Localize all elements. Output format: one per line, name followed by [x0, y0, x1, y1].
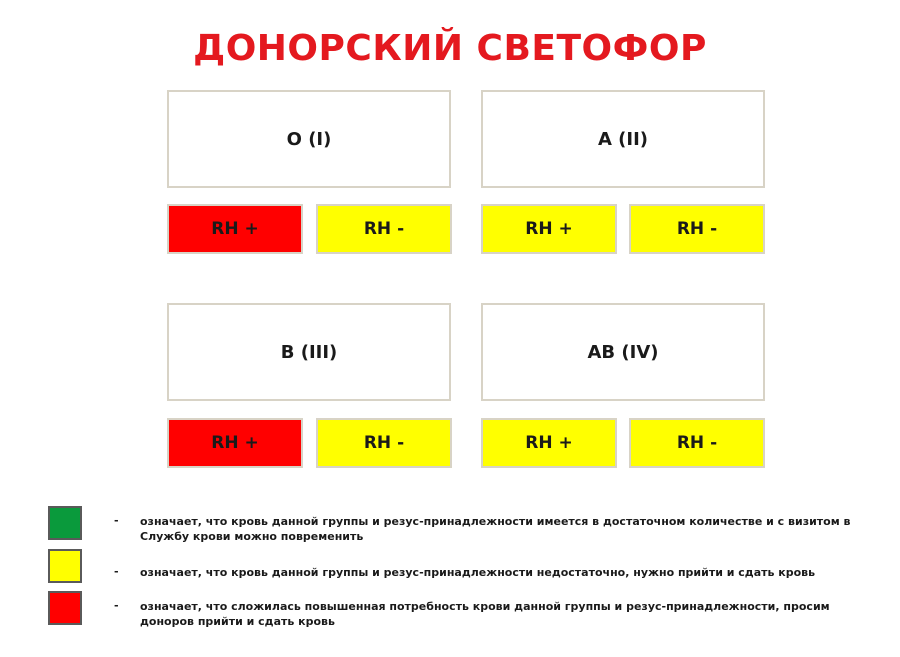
legend-text-red: означает, что сложилась повышенная потребность крови данной группы и резус-принадлежности, просим доноров прийти и сдать кровь — [140, 600, 830, 628]
blood-group-a — [481, 90, 765, 188]
rh-label: RH + — [211, 433, 259, 453]
legend-dash: - — [114, 599, 119, 612]
rh-label: RH - — [363, 219, 405, 239]
legend-text-green: означает, что кровь данной группы и резус-принадлежности имеется в достаточном количестве и с визитом в Службу крови можно повременить — [140, 515, 851, 543]
rh-positive-b — [167, 418, 303, 468]
legend-dash: - — [114, 514, 119, 527]
rh-label: RH - — [676, 433, 718, 453]
rh-label: RH - — [676, 219, 718, 239]
rh-label: RH + — [525, 433, 573, 453]
legend-text-yellow: означает, что кровь данной группы и резус-принадлежности недостаточно, нужно прийти и сдать кровь — [140, 566, 816, 579]
blood-group-label: AB (IV) — [587, 341, 659, 363]
blood-group-o — [167, 90, 451, 188]
rh-positive-ab — [481, 418, 617, 468]
blood-group-b — [167, 303, 451, 401]
legend-swatch-red — [48, 591, 82, 625]
legend-dash: - — [114, 565, 119, 578]
rh-positive-a — [481, 204, 617, 254]
blood-group-ab — [481, 303, 765, 401]
rh-label: RH + — [211, 219, 259, 239]
rh-negative-a — [629, 204, 765, 254]
blood-group-label: A (II) — [597, 128, 649, 150]
rh-negative-b — [316, 418, 452, 468]
rh-negative-o — [316, 204, 452, 254]
blood-group-label: B (III) — [280, 341, 338, 363]
rh-label: RH + — [525, 219, 573, 239]
legend-swatch-yellow — [48, 549, 82, 583]
blood-group-label: O (I) — [286, 128, 332, 150]
page-title: ДОНОРСКИЙ СВЕТОФОР — [193, 28, 707, 69]
legend-swatch-green — [48, 506, 82, 540]
rh-label: RH - — [363, 433, 405, 453]
rh-negative-ab — [629, 418, 765, 468]
rh-positive-o — [167, 204, 303, 254]
